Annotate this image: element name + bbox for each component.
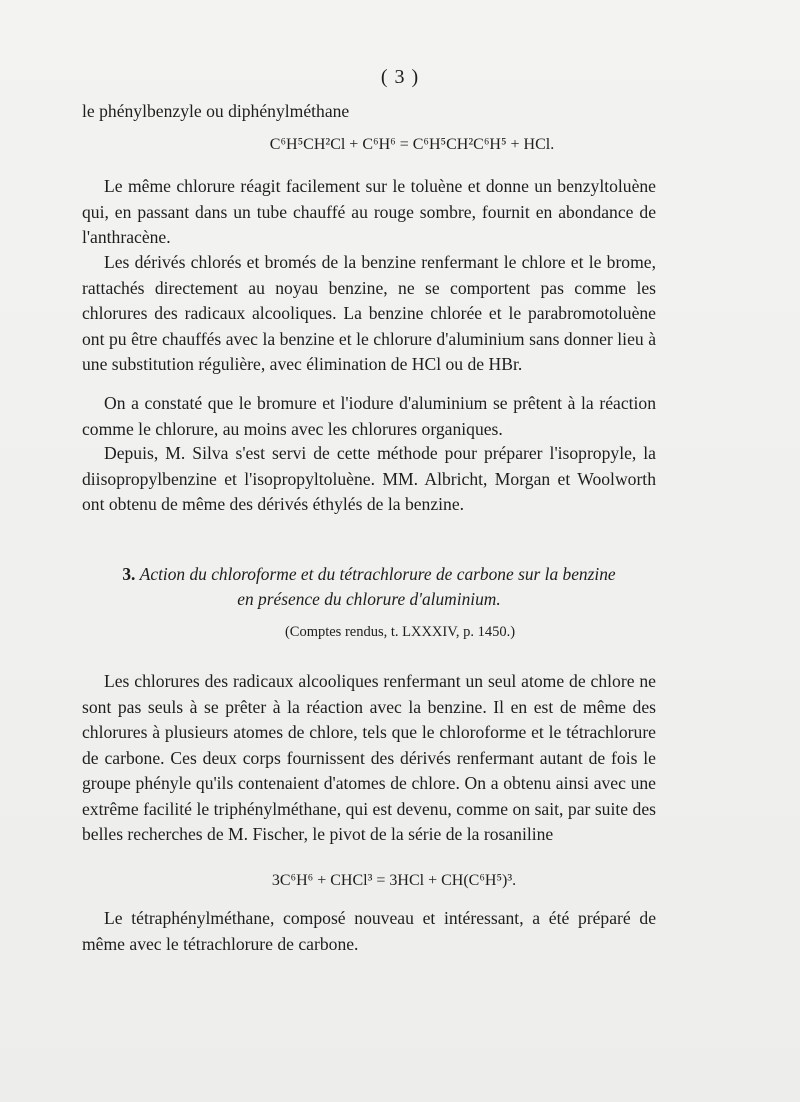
paragraph-3: On a constaté que le bromure et l'iodure d'aluminium se prêtent à la réaction comme le chlorure, au moins avec les chlorures organiques. — [82, 393, 656, 439]
paragraph-5: Les chlorures des radicaux alcooliques renfermant un seul atome de chlore ne sont pas seuls à se prêter à la réaction avec la benzine. Il en est de même des chlorures à plusieurs atomes de chlore, tels que le chloroforme et le tétrachlorure de carbone. Ces deux corps fournissent des dérivés renfermant autant de fois le groupe phényle qu'ils contenaient d'atomes de chlore. On a obtenu ainsi avec une extrême facilité le triphénylméthane, qui est devenu, comme on sait, par suite des belles recherches de M. Fischer, le pivot de la série de la rosaniline — [82, 671, 656, 844]
intro-line: le phénylbenzyle ou diphénylméthane — [82, 101, 350, 121]
paragraph-2: Les dérivés chlorés et bromés de la benzine renfermant le chlore et le brome, rattachés directement au noyau benzine, ne se comportent pas comme les chlorures des radicaux alcooliques. La benzine chlorée et le parabromotoluène ont pu être chauffés avec la benzine et le chlorure d'aluminium sans donner lieu à une substitution régulière, avec élimination de HCl ou de HBr. — [82, 252, 656, 374]
section-title — [82, 562, 656, 612]
section-title-line-2: en présence du chlorure d'aluminium. — [237, 589, 501, 609]
equation-2: 3C⁶H⁶ + CHCl³ = 3HCl + CH(C⁶H⁵)³. — [271, 872, 517, 889]
equation-1: C⁶H⁵CH²Cl + C⁶H⁶ = C⁶H⁵CH²C⁶H⁵ + HCl. — [269, 136, 555, 153]
paragraph-1: Le même chlorure réagit facilement sur le toluène et donne un benzyltoluène qui, en passant dans un tube chauffé au rouge sombre, fournit en abondance de l'anthracène. — [82, 176, 656, 247]
page-number: ( 3 ) — [380, 66, 420, 88]
section-number: 3. — [122, 564, 136, 584]
section-title-line-1: Action du chloroforme et du tétrachlorure de carbone sur la benzine — [139, 564, 616, 584]
reference-citation: (Comptes rendus, t. LXXXIV, p. 1450.) — [284, 624, 516, 640]
paragraph-6: Le tétraphénylméthane, composé nouveau et intéressant, a été préparé de même avec le tétrachlorure de carbone. — [82, 908, 656, 954]
paragraph-4: Depuis, M. Silva s'est servi de cette méthode pour préparer l'isopropyle, la diisopropylbenzine et l'isopropyltoluène. MM. Albricht, Morgan et Woolworth ont obtenu de même des dérivés éthylés de la benzine. — [82, 443, 656, 514]
